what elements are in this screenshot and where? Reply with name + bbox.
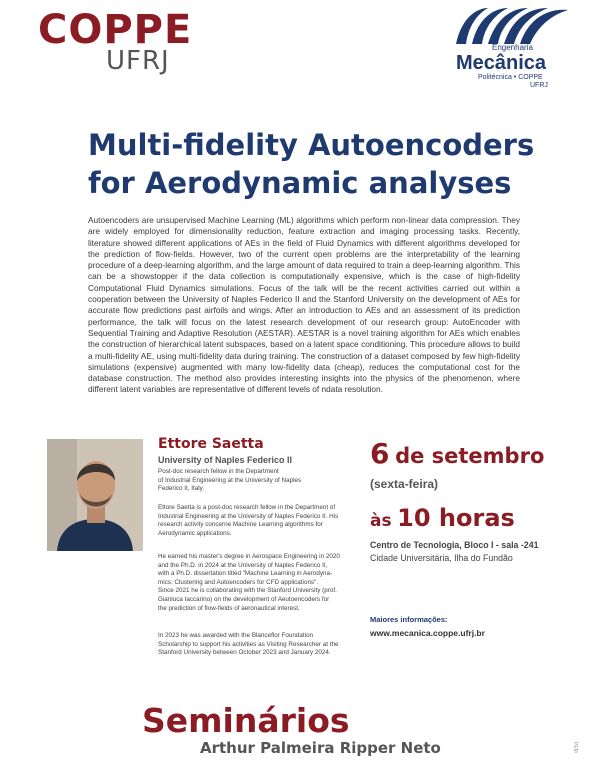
bio-line: and the Ph.D. in 2024 at the University of Naples Federico II, [158,561,328,569]
organizer-name: Arthur Palmeira Ripper Neto [200,739,441,757]
speaker-bio-1 [158,504,360,538]
event-weekday: (sexta-feira) [370,477,439,491]
footer-mark: PEM [572,742,578,753]
position-line: of Industrial Engineering at the University of Naples [158,476,302,484]
bio-line: the prediction of flow-fields of aeronautical interest. [158,604,300,612]
logo-ufrj: UFRJ [530,82,548,89]
bio-line: Stanford University between October 2023 and January 2024. [158,649,331,657]
logo-subtitle: Politécnica • COPPE [478,74,543,81]
event-venue-location: Cidade Universitária, Ilha do Fundão [370,553,513,563]
more-info-link[interactable]: www.mecanica.coppe.ufrj.br [370,628,485,638]
event-day: 6 [370,437,390,470]
logo-mecanica: Mecânica [456,52,547,74]
position-line: Federico II, Italy. [158,485,205,493]
title-line-1: Multi-fidelity Autoencoders [88,128,535,162]
bio-line: Ettore Saetta is a post-doc research fellow in the Department of [158,504,336,511]
ufrj-logo-text: UFRJ [106,46,170,76]
bio-line: Industrial Engineering at the University of Naples Federico II. His [158,512,339,520]
bio-line: Aerodynamic applications. [158,529,232,537]
event-time-value: 10 horas [397,504,515,532]
event-venue: Centro de Tecnologia, Bloco I - sala -241 [370,540,539,550]
bio-line: He earned his master's degree in Aerospace Engineering in 2020 [158,553,340,560]
position-line: Post-doc research fellow in the Department [158,468,279,475]
event-month: de setembro [395,444,545,468]
bio-line: Since 2021 he is collaborating with the Stanford University (prof. [158,587,337,595]
speaker-bio-3 [158,632,360,658]
event-time-prefix: às [370,511,392,531]
series-title: Seminários [142,701,350,740]
bio-line: Gianluca Iaccarino) on the development of Aeutoencoders for [158,595,330,603]
speaker-photo [47,439,143,551]
abstract-text: Autoencoders are unsupervised Machine Learning (ML) algorithms which perform non-linear data compression. They are widely employed for dimensionality reduction, feature extraction and imaging processing tasks. Recently, literature showed different applications of AEs in the field of Fluid Dynamics with different algorithms developed for the prediction of flow-fields. However, two of the current open problems are the interpretability of the learning procedure of a deep-learning algorithm, and the large amount of data required to train a deep-learning algorithm. This can be a showstopper if the data collection is computationally expensive, which is the case of high-fidelity Computational Fluid Dynamics simulations. Focus of the talk will be the recent activities carried out within a cooperation between the University of Naples Federico II and the Stanford University on the development of AEs for accurate flow predictions past airfoils and wings. After an introduction to AEs and an assessment of its prediction performance, the talk will focus on the latest research development of our research group: AutoEncoder with Sequential Training and Adaptive Resolution (AESTAR). AESTAR is a novel training algorithm for AEs which enables the construction of hierarchical latent subspaces, based on a latent space conditioning. This procedure allows to build a multi-fidelity AE, using multi-fidelity data during training. The construction of a dataset composed by few high-fidelity simulations (expensive) augmented with many low-fidelity data (cheap), reduces the computational cost for the database construction. The method also provides interesting insights into the physics of the phenomenon, where different latent variables are representative of different levels of ndata resolution. [88,215,520,395]
bio-line: research activity concerne Machine Learning algorithms for [158,521,323,529]
bio-line: Scholarship to support his activities as Visiting Researcher at the [158,640,339,648]
more-info-label: Maiores informações: [370,615,448,624]
event-time [370,506,515,530]
title-line-2: for Aerodynamic analyses [88,166,512,200]
bio-line: with a Ph.D. dissertation titled "Machine Learning in Aerodyna- [158,570,333,578]
bio-line: In 2023 he was awarded with the Blanceflor Foundation [158,632,314,639]
speaker-affiliation: University of Naples Federico II [158,455,293,465]
speaker-position [158,468,360,494]
event-date [370,437,545,470]
logo-engenharia: Engenharia [492,43,533,52]
speaker-name: Ettore Saetta [158,436,264,452]
bio-line: mics: Clustering and Autoencoders for CFD applications". [158,578,319,586]
coppe-logo: COPPE [38,7,193,53]
page-title [88,126,558,202]
speaker-bio-2 [158,553,360,613]
